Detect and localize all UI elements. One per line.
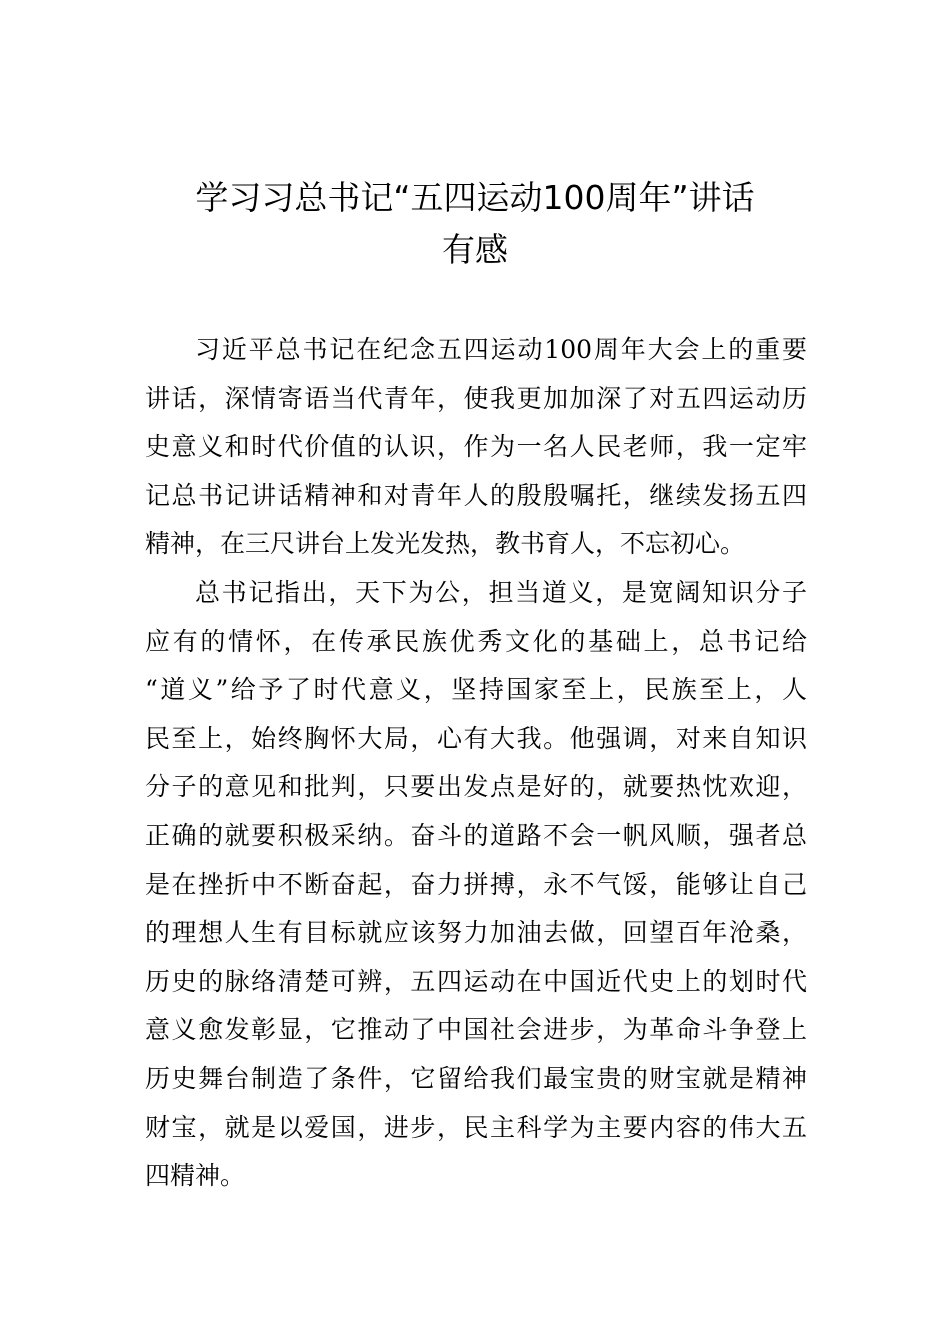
- text-line: 精神，在三尺讲台上发光发热，教书育人，不忘初心。: [145, 529, 746, 559]
- document-title: [145, 172, 805, 276]
- text-line: 历史舞台制造了条件，它留给我们最宝贵的财宝就是精神: [145, 1063, 807, 1093]
- text-line: “道义”给予了时代意义，坚持国家至上，民族至上，人: [145, 675, 807, 705]
- text-line: 正确的就要积极采纳。奋斗的道路不会一帆风顺，强者总: [145, 820, 807, 850]
- text-line: 财宝，就是以爱国，进步，民主科学为主要内容的伟大五: [145, 1112, 807, 1142]
- title-line: 学习习总书记“五四运动100周年”讲话: [195, 178, 755, 217]
- text-line: 记总书记讲话精神和对青年人的殷殷嘱托，继续发扬五四: [145, 480, 807, 510]
- text-line: 应有的情怀，在传承民族优秀文化的基础上，总书记给: [145, 626, 807, 656]
- paragraph-1: [145, 326, 807, 569]
- text-line: 四精神。: [145, 1161, 246, 1191]
- title-line: 有感: [442, 230, 508, 269]
- text-line: 是在挫折中不断奋起，奋力拼搏，永不气馁，能够让自己: [145, 869, 807, 899]
- text-line: 历史的脉络清楚可辨，五四运动在中国近代史上的划时代: [145, 966, 807, 996]
- document-body: [145, 326, 807, 1201]
- text-line: 分子的意见和批判，只要出发点是好的，就要热忱欢迎，: [145, 772, 807, 802]
- text-line: 史意义和时代价值的认识，作为一名人民老师，我一定牢: [145, 432, 807, 462]
- text-line: 总书记指出，天下为公，担当道义，是宽阔知识分子: [195, 577, 807, 607]
- text-line: 的理想人生有目标就应该努力加油去做，回望百年沧桑，: [145, 918, 807, 948]
- text-line: 讲话，深情寄语当代青年，使我更加加深了对五四运动历: [145, 383, 807, 413]
- text-line: 习近平总书记在纪念五四运动100周年大会上的重要: [195, 335, 807, 364]
- paragraph-2: [145, 569, 807, 1201]
- text-line: 民至上，始终胸怀大局，心有大我。他强调，对来自知识: [145, 723, 807, 753]
- text-line: 意义愈发彰显，它推动了中国社会进步，为革命斗争登上: [145, 1015, 807, 1045]
